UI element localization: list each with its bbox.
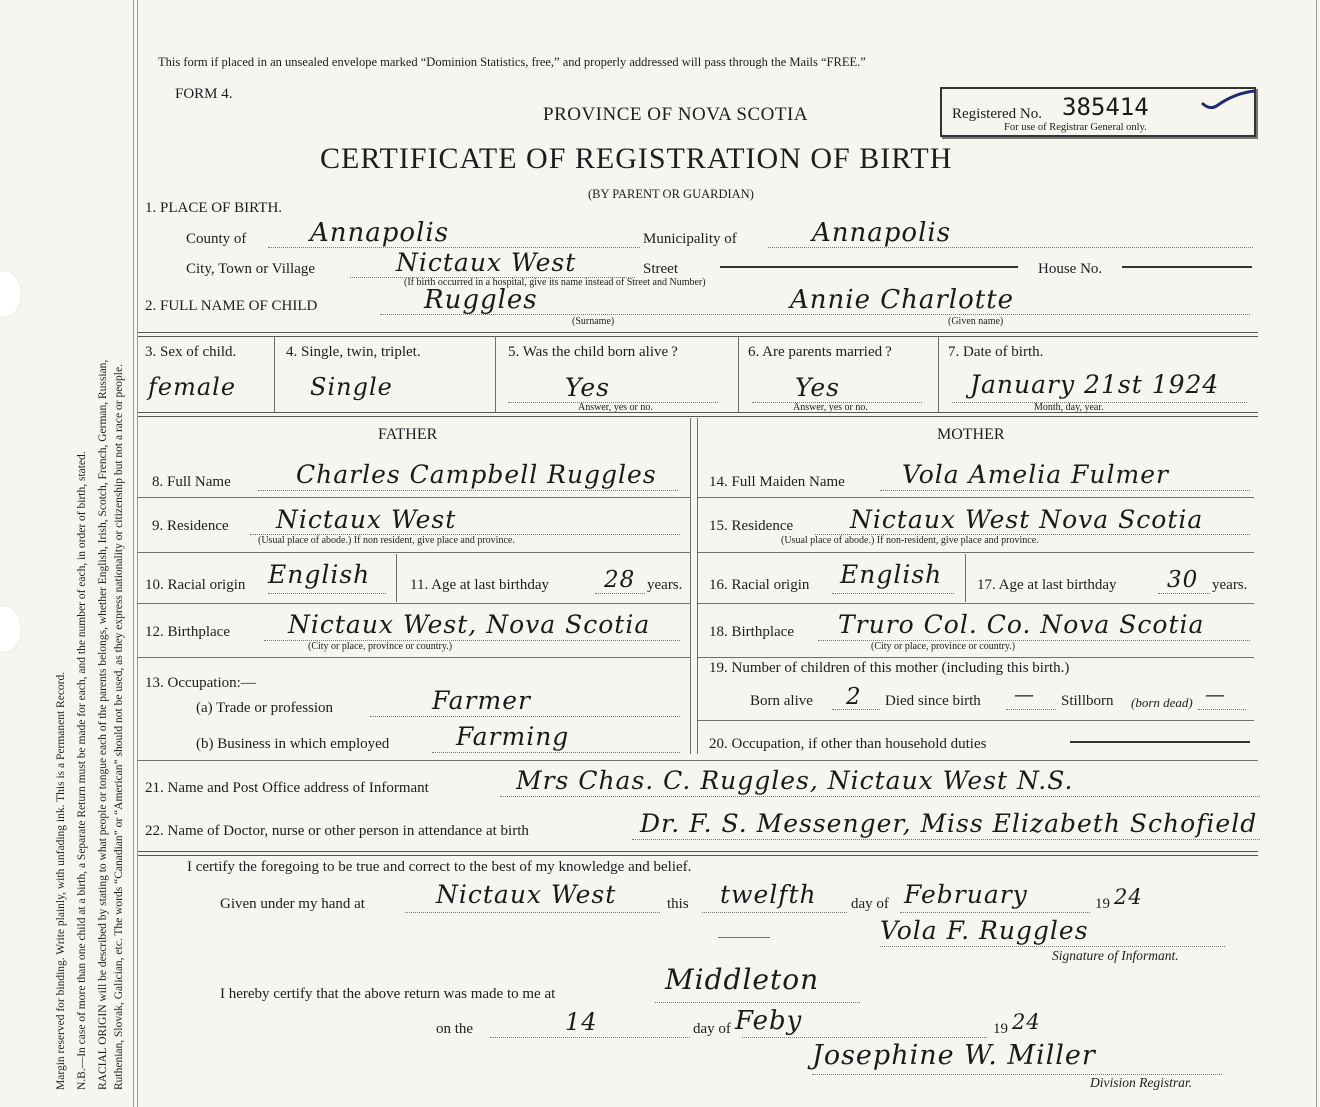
mother-residence-note: (Usual place of abode.) If non-resident, give place and province. [781, 535, 1039, 546]
city-label: City, Town or Village [186, 261, 316, 277]
margin-note-racial-origin: RACIAL ORIGIN will be described by stating to what people or tongue each of the parents belongs, whether English, Irish, Scotch, French, German, Russian, [97, 359, 109, 1090]
mother-age-label: 17. Age at last birthday [977, 577, 1117, 593]
given-under-hand-label: Given under my hand at [220, 896, 365, 912]
stillborn-label: Stillborn [1061, 693, 1114, 709]
street-note: (If birth occurred in a hospital, give its name instead of Street and Number) [404, 277, 706, 288]
father-occupation-label: 13. Occupation:— [145, 675, 256, 691]
father-birthplace-value: Nictaux West, Nova Scotia [288, 610, 651, 639]
father-business-value: Farming [456, 722, 570, 751]
province-heading: PROVINCE OF NOVA SCOTIA [543, 104, 809, 125]
certificate-title: CERTIFICATE OF REGISTRATION OF BIRTH [320, 142, 953, 175]
father-age-unit: years. [647, 577, 683, 593]
county-label: County of [186, 231, 247, 247]
registrar-month: Feby [735, 1006, 803, 1036]
postal-notice: This form if placed in an unsealed envelope marked “Dominion Statistics, free,” and properly addressed will pass through the Mails “FREE.” [158, 55, 866, 69]
informant-label: 21. Name and Post Office address of Informant [145, 780, 429, 796]
county-value: Annapolis [310, 218, 450, 248]
born-alive-value: Yes [565, 373, 610, 402]
registrar-year-prefix: 19 [993, 1021, 1008, 1037]
registrar-place: Middleton [665, 963, 820, 996]
parents-married-label: 6. Are parents married ? [748, 344, 892, 360]
certify-month: February [904, 880, 1028, 909]
father-birthplace-label: 12. Birthplace [145, 624, 230, 640]
doctor-label: 22. Name of Doctor, nurse or other person in attendance at birth [145, 823, 529, 839]
mother-racial-value: English [840, 560, 943, 589]
mother-heading: MOTHER [937, 426, 1005, 443]
born-alive-count: 2 [846, 684, 862, 710]
margin-note-multiple-births: N.B.—In case of more than one child at a birth, a Separate Return must be made for each, and the number of each, in order of birth, stated. [76, 451, 88, 1090]
sex-label: 3. Sex of child. [145, 344, 237, 360]
father-residence-note: (Usual place of abode.) If non resident, give place and province. [258, 535, 515, 546]
father-birthplace-note: (City or place, province or country.) [308, 641, 453, 652]
mother-racial-label: 16. Racial origin [709, 577, 810, 593]
certify-this-label: this [667, 896, 689, 912]
mother-name-label: 14. Full Maiden Name [709, 474, 845, 490]
father-trade-label: (a) Trade or profession [196, 700, 334, 716]
father-residence-label: 9. Residence [152, 518, 229, 534]
sex-value: female [148, 373, 237, 401]
father-age-value: 28 [604, 567, 636, 593]
registrar-day: 14 [565, 1008, 598, 1036]
registrar-signature: Josephine W. Miller [812, 1040, 1096, 1071]
registrar-general-note: For use of Registrar General only. [1004, 122, 1147, 133]
given-name-note: (Given name) [948, 316, 1004, 327]
mother-residence-value: Nictaux West Nova Scotia [850, 505, 1204, 534]
mother-children-label: 19. Number of children of this mother (including this birth.) [709, 660, 1070, 676]
binding-margin-rule [137, 0, 138, 1107]
born-alive-note: Answer, yes or no. [578, 402, 653, 413]
mother-birthplace-note: (City or place, province or country.) [871, 641, 1016, 652]
child-name-label: 2. FULL NAME OF CHILD [145, 298, 318, 314]
registrar-signature-label: Division Registrar. [1090, 1075, 1193, 1090]
plurality-value: Single [310, 373, 393, 401]
certify-year-prefix: 19 [1095, 896, 1110, 912]
plurality-label: 4. Single, twin, triplet. [286, 344, 421, 360]
registrar-year-suffix: 24 [1012, 1010, 1041, 1034]
date-of-birth-label: 7. Date of birth. [948, 344, 1044, 360]
margin-note-binding: Margin reserved for binding. Write plainly, with unfading ink. This is a Permanent Record. [55, 671, 67, 1090]
father-age-label: 11. Age at last birthday [410, 577, 549, 593]
house-number-label: House No. [1038, 261, 1103, 277]
punch-hole [0, 605, 22, 653]
died-since-birth-count: — [1014, 682, 1035, 706]
certify-day-of-label: day of [851, 896, 889, 912]
father-trade-value: Farmer [432, 686, 531, 715]
father-residence-value: Nictaux West [276, 505, 457, 534]
child-surname: Ruggles [424, 285, 538, 315]
parents-married-value: Yes [795, 373, 840, 402]
registration-box [940, 87, 1256, 137]
mother-occupation-label: 20. Occupation, if other than household duties [709, 736, 987, 752]
certify-statement: I certify the foregoing to be true and correct to the best of my knowledge and belief. [187, 859, 692, 875]
registration-number: 385414 [1062, 93, 1149, 121]
father-racial-label: 10. Racial origin [145, 577, 246, 593]
stillborn-note: (born dead) [1131, 695, 1193, 710]
informant-signature: Vola F. Ruggles [880, 916, 1089, 945]
informant-signature-label: Signature of Informant. [1052, 948, 1179, 963]
registrar-statement: I hereby certify that the above return was made to me at [220, 986, 556, 1002]
born-alive-label: 5. Was the child born alive ? [508, 344, 678, 360]
margin-note-racial-origin-cont: Ruthenian, Slovak, Galician, etc. The words “Canadian” or “American” should not be used, as they express nationality or citizenship but not a race or people. [113, 364, 125, 1090]
mother-age-unit: years. [1212, 577, 1248, 593]
date-of-birth-value: January 21st 1924 [970, 370, 1220, 399]
mother-name-value: Vola Amelia Fulmer [902, 460, 1169, 489]
city-value: Nictaux West [396, 248, 577, 277]
punch-hole [0, 270, 22, 318]
father-heading: FATHER [378, 426, 438, 443]
municipality-value: Annapolis [812, 218, 952, 248]
form-number: FORM 4. [175, 86, 233, 102]
father-name-label: 8. Full Name [152, 474, 231, 490]
child-given-name: Annie Charlotte [790, 285, 1015, 315]
date-of-birth-note: Month, day, year. [1034, 402, 1104, 413]
mother-birthplace-value: Truro Col. Co. Nova Scotia [838, 610, 1205, 639]
municipality-label: Municipality of [643, 231, 737, 247]
binding-margin-rule [133, 0, 134, 1107]
certify-place: Nictaux West [436, 880, 617, 909]
mother-birthplace-label: 18. Birthplace [709, 624, 794, 640]
mother-age-value: 30 [1167, 567, 1199, 593]
died-since-birth-label: Died since birth [885, 693, 981, 709]
registrar-on-the-label: on the [436, 1021, 474, 1037]
father-name-value: Charles Campbell Ruggles [296, 460, 657, 489]
born-alive-count-label: Born alive [750, 693, 813, 709]
place-of-birth-heading: 1. PLACE OF BIRTH. [145, 200, 283, 216]
street-label: Street [643, 261, 678, 277]
father-business-label: (b) Business in which employed [196, 736, 390, 752]
certificate-subtitle: (BY PARENT OR GUARDIAN) [588, 187, 754, 201]
stillborn-count: — [1205, 682, 1226, 706]
parents-married-note: Answer, yes or no. [793, 402, 868, 413]
informant-value: Mrs Chas. C. Ruggles, Nictaux West N.S. [516, 766, 1074, 795]
surname-note: (Surname) [572, 316, 615, 327]
doctor-value: Dr. F. S. Messenger, Miss Elizabeth Schofield [640, 809, 1258, 838]
check-mark-icon [1200, 89, 1260, 119]
certify-day: twelfth [720, 880, 817, 909]
mother-residence-label: 15. Residence [709, 518, 794, 534]
registered-label: Registered No. [952, 106, 1042, 122]
right-edge-rule [1316, 0, 1317, 1107]
certify-year-suffix: 24 [1114, 885, 1143, 909]
registrar-day-of-label: day of [693, 1021, 731, 1037]
father-racial-value: English [268, 560, 371, 589]
